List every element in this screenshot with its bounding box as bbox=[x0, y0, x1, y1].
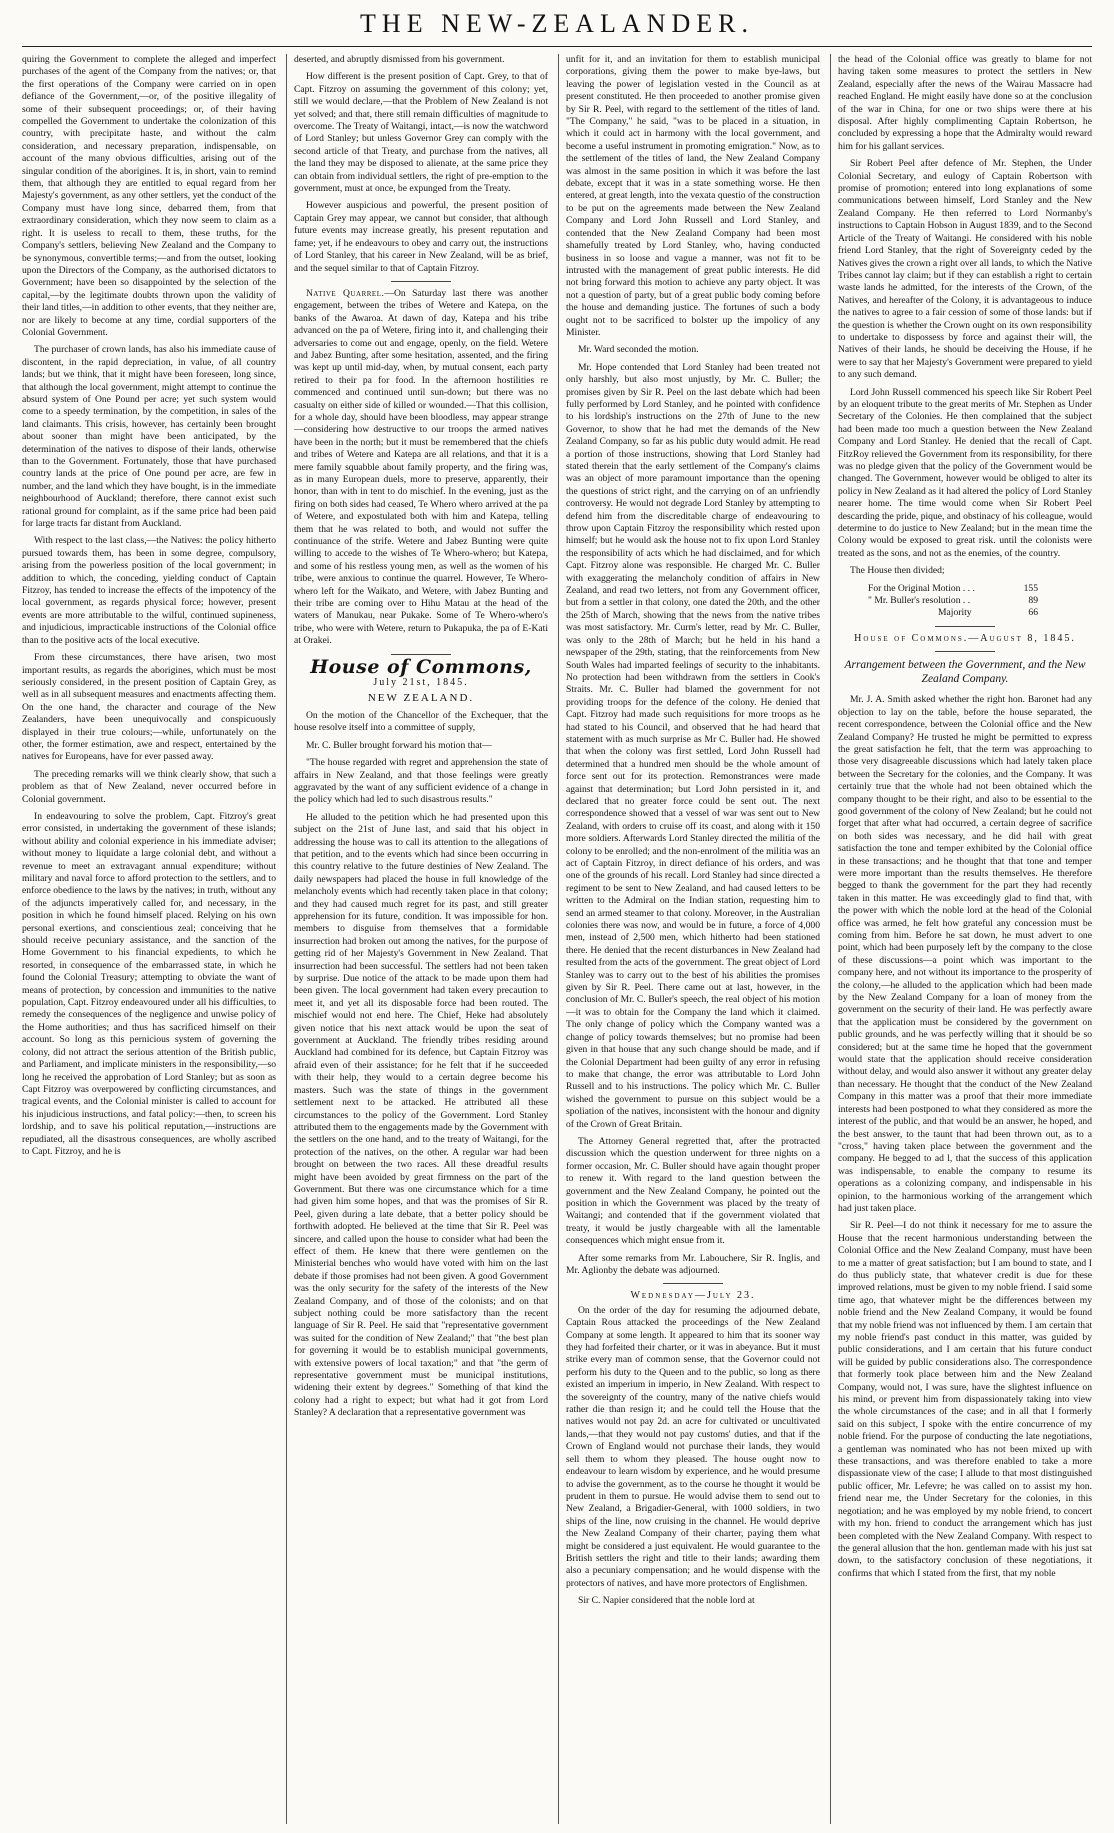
paragraph: the head of the Colonial office was greatly to blame for not having taken some measures to protect the settlers in New Zealand, especially after the news of the Wairau Massacre had reached England. He might easily have done so at the conclusion of the war in China, for one or two ships were there at his disposal. After highly complimenting Captain Robertson, he concluded by expressing a hope that the Admiralty would reward him for his gallant services. bbox=[838, 54, 1092, 152]
section-rule bbox=[935, 651, 995, 652]
paragraph: Mr. J. A. Smith asked whether the right hon. Baronet had any objection to lay on the table, before the house separated, the recent correspondence, between the Colonial office and the New Zealand Company? He trusted he might be permitted to express the great satisfaction he felt, that the term was approaching to those very disagreeable discussions which had lately taken place between the Secretary for the colonies, and the Company. It was certainly true that the whole had not been obtained which the company thought to be their right, and also to be essential to the good government of the colony of New Zealand; but he could not forget that after what had occurred, a certain degree of sacrifice on both sides was necessary, and he did hail with great satisfaction the tone and temper exhibited by the Colonial office in these transactions; and he thought that that tone and temper were more important than the results themselves. He therefore begged to thank the government for the part they had recently taken in this matter. He was exceedingly glad to find that, with the power with which the noble lord at the head of the Colonial office was armed, he felt how grateful any concession must be coming from him. Before he sat down, he must advert to one point, which had been purposely left by the company to the close of these discussions—a point which was important to the company here, and not without its importance to the prosperity of the colony,—he alluded to the application which had been made by the New Zealand Company for a loan of money from the government on the security of their land. He was perfectly aware that the application must be considered by the government on public grounds, and he was perfectly willing that it should be so considered; but at the same time he hoped that the government would state that the application should receive consideration without delay, and would also answer it without any greater delay than necessary. He thought that the conduct of the New Zealand Company in this matter was a proof that their more immediate interests had been postponed to what they considered as more the interest of the public, and that would be an answer, he hoped, and the best answer, to the taunt that had been thrown out, as to a "cross," having taken place between the government and the company. He begged to ad l, that the success of this application was indispensable, to enable the company to resume its operations as a colonizing company, and indispensable in his opinion, to the harmonious working of the arrangement which had just taken place. bbox=[838, 694, 1092, 1214]
date-line: Wednesday—July 23. bbox=[630, 1290, 756, 1302]
paragraph: Sir Robert Peel after defence of Mr. Stephen, the Under Colonial Secretary, and eulogy of Captain Robertson with promise of promotion; entered into long explanations of some communications between himself, Lord Stanley and the New Zealand Company. He then referred to Lord Normanby's instructions to Captain Hobson in August 1839, and to the Second Article of the Treaty of Waitangi. He considered with his noble friend Lord Stanley, that the right of Sovereignty ceded by the Natives gives the crown a right over all lands, to which the Native Tribes cannot lay claim; but if they can establish a right to certain waste lands he admitted, for the interests of the Crown, of the Natives, and hereafter of the Colony, it is advantageous to induce the natives to agree to a fair cession of some of those lands: but if the question is whether the Crown ought on its own responsibility to undertake to dispossess by force and against their will, the Natives of their lands, he should be deceiving the House, if he were to say that her Majesty's Government were prepared to yield to any such demand. bbox=[838, 158, 1092, 381]
column-4 bbox=[838, 54, 1092, 1824]
paragraph: Mr. Ward seconded the motion. bbox=[578, 344, 699, 356]
paragraph: He alluded to the petition which he had presented upon this subject on the 21st of June last, and said that his object in addressing the house was to call its attention to the allegations of that petition, and to the events which had since been occurring in this country relative to the future destinies of New Zealand. The daily newspapers had placed the house in full knowledge of the melancholy events which had recently taken place in that colony; and they had caused much regret for its past, and still greater apprehension for its future, condition. It was impossible for hon. members to disguise from themselves that a formidable insurrection had broken out among the natives, for the purpose of getting rid of her Majesty's Government in New Zealand. That insurrection had been successful. The settlers had not been taken by surprise. Due notice of the attack to be made upon them had been given. The local government had taken every precaution to meet it, and yet all its disposable force had been routed. The mischief would not end here. The Chief, Heke had absolutely given notice that his next attack would be upon the seat of government at Auckland. The friendly tribes residing around Auckland had combined for its defence, but Captain Fitzroy was afraid even of their assistance; for he felt that if he succeeded with their help, they would to a certain degree become his masters. Such was the state of things in the government settlement next to be attacked. He attributed all these circumstances to the policy of the Government. Lord Stanley attributed them to the engagements made by the Government with the settlers on the one hand, and to the treaty of Waitangi, for the protection of the natives, on the other. A regular war had been brought on between the two races. All these dreadful results might have been avoided by great firmness on the part of the Government. But there was one circumstance which for a time had given him some hopes, and that was the promises of Sir R. Peel, given during a late debate, that a better policy should be forthwith adopted. He believed at the time that Sir R. Peel was sincere, and called upon the house to consider what had been the effect of them. He knew that there were gentlemen on the Ministerial benches who would have voted with him on the last debate if those promises had not been given. A good Government was the only security for the safety of the interests of the New Zealand Company, and of those of the colonists; and on that subject nothing could be more satisfactory than the recent language of Sir R. Peel. He said that "representative government was suited for the condition of New Zealand;" that "the best plan for governing it would be to establish municipal governments, with extensive powers of local taxation;" and that "the germ of representative government must be municipal institutions, widening their extent by degrees." Something of that kind the colony had a right to expect; but what had it got from Lord Stanley? A declaration that a representative government was bbox=[294, 811, 548, 1419]
paragraph: The preceding remarks will we think clearly show, that such a problem as that of New Zealand, never occurred before in Colonial government. bbox=[22, 768, 276, 805]
paragraph: With respect to the last class,—the Natives: the policy hitherto pursued towards them, has been in some degree, compulsory, arising from the powerless position of the local government; in addition to which, the conceding, yielding conduct of Captain Fitzroy, has tended to increase the effects of the impotency of the local government, as regards physical force; however, present events are more attributable to the wilful, continued supineness, and injudicious, impracticable instructions of the Colonial office than to the positive acts of the local executive. bbox=[22, 535, 276, 646]
division-label: Majority bbox=[938, 607, 972, 619]
section-rule bbox=[391, 281, 451, 282]
quoted-motion: "The house regarded with regret and apprehension the state of affairs in New Zealand, and that those feelings were greatly aggravated by the want of any sufficient evidence of a change in the policy which had led to such disastrous results." bbox=[294, 757, 548, 806]
column-2 bbox=[294, 54, 548, 1824]
division-table bbox=[868, 583, 1092, 620]
section-rule bbox=[663, 1283, 723, 1284]
article-heading: Arrangement between the Government, and the New Zealand Company. bbox=[844, 659, 1086, 686]
column-3 bbox=[566, 54, 820, 1824]
section-rule bbox=[935, 626, 995, 627]
paragraph: Sir C. Napier considered that the noble lord at bbox=[578, 1595, 755, 1607]
newspaper-title: THE NEW-ZEALANDER. bbox=[360, 9, 754, 38]
paragraph: In endeavouring to solve the problem, Capt. Fitzroy's great error consisted, in undertaking the government of these islands; without ability and colonial experience in his immediate adviser; without money to liquidate a large colonial debt, and without a revenue to meet an extravagant annual expenditure; without military and naval force to afford protection to the settlers, and to enforce obedience to the laws by the natives; in truth, without any of the adjuncts imperatively called for, and necessary, in the position in which he found himself placed. Relying on his own personal exertions, and conscientious zeal; conceiving that he should receive pecuniary assistance, and the sanction of the Home Government to his financial expedients, to which he resorted, in consequence of the embarrassed state, in which he found the Colonial Treasury; attempting to obviate the want of means of protection, by concession and immunities to the native population, Capt. Fitzroy endeavoured under all his difficulties, to remedy the consequences of the negligence and unwise policy of the Home authorities; and thus has sacrificed himself on their account. So long as this pernicious system of governing the colony, did not attract the serious attention of the British public, and Parliament, and implicate ministers in the responsibility,—so long he received the approbation of Lord Stanley; but as soon as Capt Fitzroy was overpowered by conflicting circumstances, and tragical events, and the Colonial minister is called to account for his injudicious instructions, and fatal policy:—then, to screen his lordship, and to save his political reputation,—instructions are repudiated, all the disastrous consequences, are wholly ascribed to Capt. Fitzroy, and he is bbox=[22, 810, 276, 1157]
division-label: " Mr. Buller's resolution . . bbox=[868, 595, 971, 607]
section-rule bbox=[391, 654, 451, 655]
article-heading: Native Quarrel. bbox=[306, 287, 385, 299]
column-1 bbox=[22, 54, 276, 1824]
date-line: House of Commons.—August 8, 1845. bbox=[854, 632, 1076, 644]
paragraph: Mr. Hope contended that Lord Stanley had been treated not only harshly, but also most unjustly, by Mr. C. Buller; the promises given by Sir R. Peel on the last debate which had been fully performed by Lord Stanley, and he pointed with confidence to his lordship's instructions on the 27th of June to the new Governor, to show that he had met the demands of the New Zealand Company, so far as his public duty would admit. He read a portion of those instructions, showing that Lord Stanley had stated therein that the early settlement of the Company's claims was an object of more paramount importance than the opening the questions of strict right, and the carrying on of an unfriendly controversy. He would not degrade Lord Stanley by attempting to defend him from the discreditable charge of endeavouring to throw upon Captain Fitzroy the responsibility which rested upon himself; but he would ask the house not to fix upon Lord Stanley the responsibility of acts which he had disclaimed, and for which Capt. Fitzroy alone was responsible. He charged Mr. C. Buller with exaggerating the melancholy condition of affairs in New Zealand, and read two letters, not from any Government officer, but from a settler in that colony, one dated the 20th, and the other the 25th of March, showing that the news from the native tribes was most satisfactory. Mr. Curm's letter, read by Mr. C. Buller, was only to the 28th of March; but he held in his hand a newspaper of the 29th, stating, that the reinforcements from New South Wales had imparted feelings of security to the inhabitants. No protection had been withdrawn from the settlers in Cook's Straits. Mr. C. Buller had blamed the government for not providing troops for the defence of the colony. He denied that Capt. Fitzroy had made such requisitions for more troops as he had stated to his Council, and observed that he had heard that statement with as much surprise as Mr C. Buller had. He showed that when the colony was first settled, Lord John Russell had determined that a hundred men should be the whole amount of force sent out for its protection. Remonstrances were made against that determination; but Lord John persisted in it, and declared that no greater force could be sent out. The next correspondence showed that a vessel of war was sent out to New Zealand, with orders to cruise off its coast, and along with it 150 more soldiers. Afterwards Lord Stanley directed the militia of the colony to be enrolled; and the non-enrolment of the militia was an act of Captain Fitzroy, in direct defiance of his orders, and was one of the grounds of his recall. Lord Stanley had since directed a regiment to be sent to New Zealand, and had caused letters to be written to the Admiral on the Indian station, requesting him to send an armed steamer to that colony. Moreover, in the Australian colonies there was now, and would be in future, a force of 4,000 men, instead of 2,500 men, which hitherto had been stationed there. He denied that the recent disturbances in New Zealand had resulted from the acts of the government. The great object of Lord Stanley was to carry out to the best of his abilities the promises given by Sir R. Peel. There came out at last, however, in the conclusion of Mr. C. Buller's speech, the real object of his motion—it was to obtain for the Company the land which it claimed. The only change of policy which the Company wanted was a change of policy towards themselves; but no promise had been given in that house that any such change should be made, and if the Colonial Department had been guilty of any error in refusing to make that change, the error was attributable to Lord John Russell and to his instructions. The policy which Mr. C. Buller wished the government to pursue on this subject would be a spoliation of the natives, inconsistent with the honour and dignity of the Crown of Great Britain. bbox=[566, 361, 820, 1130]
paragraph: unfit for it, and an invitation for them to establish municipal corporations, giving them the power to make bye-laws, but leaving the power of legislation vested in the Council as at present constituted. He then proceeded to another promise given by Sir R. Peel, with regard to the settlement of the titles of land. "The Company," he said, "was to be placed in a situation, in which it could act in harmony with the local government, and become a useful instrument in promoting emigration." Now, as to the settlement of the titles of land, the New Zealand Company was almost in the same position in which it was before the last debate, except that it was in a state something worse. He then entered, at great length, into the vexata questio of the construction to be put on the agreements made between the New Zealand Company and Lord John Russell and Lord Stanley, and contended that the New Zealand Company had been most shamefully treated by Lord Stanley, who, having conducted business in so loose and vague a manner, was not fit to be intrusted with the management of great public interests. He did not bring forward this motion to achieve any party object. It was not a question of party, but of a great public body coming before the house and demanding justice. The fortunes of such a body ought not to be sacrificed to bolster up the impolicy of any Minister. bbox=[566, 54, 820, 338]
division-intro: The House then divided; bbox=[850, 565, 945, 577]
paragraph: Lord John Russell commenced his speech like Sir Robert Peel by an eloquent tribute to the great merits of Mr. Stephen as Under Secretary of the Colonies. He then complained that the subject had been made too much a question between the New Zealand Company and Lord Stanley. He denied that the recall of Capt. FitzRoy relieved the Government from its responsibility, for there was no pledge given that the policy of the Government would be changed. The Government, however would be obliged to alter its policy in New Zealand as it had altered the policy of Lord Stanley nearer home. The time would come when Sir Robert Peel descarding the pride, pique, and obstinacy of his colleague, would determine to do justice to New Zealand; but in the mean time the Colony would be exposed to great risk. until the colonists were treated as the sons, and not as the enemies, of the country. bbox=[838, 386, 1092, 559]
division-label: For the Original Motion . . . bbox=[868, 582, 975, 594]
division-value: 66 bbox=[1028, 607, 1038, 619]
paragraph: However auspicious and powerful, the present position of Captain Grey may appear, we cannot but consider, that although future events may increase greatly, his present reputation and fame; yet, if he endeavours to obey and carry out, the instructions of Lord Stanley, that his career in New Zealand, will be as brief, and the sequel similar to that of Captain Fitzroy. bbox=[294, 200, 548, 274]
paragraph: How different is the present position of Capt. Grey, to that of Capt. Fitzroy on assuming the government of this colony; yet, still we would declare,—that the Problem of New Zealand is not yet solved; and that, there still remain difficulties of magnitude to overcome. The Treaty of Waitangi, intact,—is now the watchword of Lord Stanley; but unless Governor Grey can comply with the second article of that Treaty, and purchase from the natives, all the land they may be disposed to alienate, at the same price they can obtain from individual settlers, the right of pre-emption to the government, must at once, be expunged from the Treaty. bbox=[294, 71, 548, 195]
article-body: —On Saturday last there was another engagement, between the tribes of Wetere and Katepa, on the banks of the Awaroa. At dawn of day, Katepa and his tribe advanced on the pa of Wetere, firing into it, and challenging their adversaries to come out and engage, openly, on the field. Wetere and Jabez Bunting, after some hesitation, assented, and the firing was kept up until mid-day, when, by mutual consent, each party retired to their pa for food. In the afternoon hostilities re commenced and continued until sun-down; but there was no casualty on either side of killed or wounded.—That this collision, for a whole day, should have been bloodless, may appear strange—considering how destructive to our troops the armed natives have been in the north; but it must be remembered that the chiefs and tribes of Wetere and Katepa are all relations, and that it is a mere family squabble about family property, and the firing was, as in many European duels, more to preserve, apparently, their honor, than with in tent to do mischief. In the evening, just as the firing on both sides had ceased, Te Whero whero arrived at the pa of Wetere, and expostulated both with him and Katepa, telling them that he was related to both, and would not suffer the continuance of the strife. Wetere and Jabez Bunting were quite willing to accede to the wishes of Te Whero-whero; but Katepa, and some of his restless young men, as well as the women of his tribe, were anxious to continue the quarrel. However, Te Whero-whero left for the Waikato, and Wetere, with Jabez Bunting and their tribe are coming over to Hihu Matau at the head of the waters of Manukau, near Pukake. Some of Te Whero-whero's tribe, who were with Wetere, return to Pukapuka, the pa of E-Kati at Orakei. bbox=[294, 287, 548, 647]
division-row bbox=[868, 583, 1038, 595]
subject-heading: NEW ZEALAND. bbox=[367, 691, 475, 704]
masthead bbox=[0, 0, 1114, 48]
division-value: 89 bbox=[1028, 595, 1038, 607]
paragraph: On the order of the day for resuming the adjourned debate, Captain Rous attacked the proceedings of the New Zealand Company at some length. It appeared to him that its sooner way they had forfeited their charter, or it was in abeyance. But it must strike every man of common sense, that the Governor could not perform his duty to the Queen and to the public, so long as there existed an imperium in imperio, in New Zealand. With respect to the sovereignty of the country, many of the native chiefs would rather die than resign it; and he could tell the House that the natives would not pay 2d. an acre for cultivated or uncultivated lands,—that they would not pay customs' duties, and that if the Crown of England would not purchase their lands, they would sell them to whom they pleased. The house ought now to endeavour to learn wisdom by experience, and he would presume to advise the government, as to the course he thought it would be prudent in them to pursue. He would advise them to send out to New Zealand, a Brigadier-General, with 1000 soldiers, in two ships of the line, now cruising in the channel. He would deprive the New Zealand Company of their charter, paying them what might be considered a just equivalent. He would guarantee to the British settlers the right and title to their lands; awarding them also a pecuniary compensation; and he would dispense with the protectors of natives, and have more protectors of Englishmen. bbox=[566, 1304, 820, 1589]
column-divider bbox=[286, 54, 287, 1824]
column-divider bbox=[830, 54, 831, 1824]
paragraph: Mr. C. Buller brought forward his motion that— bbox=[306, 739, 492, 751]
date-line: July 21st, 1845. bbox=[373, 677, 469, 689]
paragraph: The Attorney General regretted that, after the protracted discussion which the question underwent for three nights on a former occasion, Mr. C. Buller should have again thought proper to renew it. With regard to the land question between the government and the New Zealand Company, he pointed out the position in which the Government was placed by the treaty of Waitangi; and contended that if the government violated that treaty, it would be justly chargeable with all the lamentable consequences which might ensue from it. bbox=[566, 1135, 820, 1247]
paragraph: After some remarks from Mr. Labouchere, Sir R. Inglis, and Mr. Aglionby the debate was adjourned. bbox=[566, 1252, 820, 1276]
paragraph: quiring the Government to complete the alleged and imperfect purchases of the agent of the Company from the natives; or, that the first operations of the Company were carried on in open defiance of the Government,—or, of the positive illegality of some of their subsequent proceedings; or, of their having compelled the Government to undertake the colonization of this country, with precipitate haste, and without the calm consideration, and necessary preparation, indispensable, on account of the many obvious difficulties, arising out of the singular condition of the aborigines. It is, in short, vain to remind them, that although they are entitled to equal regard from her Majesty's government, as any other settlers, yet the conduct of the Company must have long since, debarred them, from that extraordinary consideration, which they now seem to claim as a right. It is useless to recall to them, these truths, for the Company's settlers, believing New Zealand and the Company to be synonymous, convertible terms;—and from the outset, looking upon the Directors of the Company, as the authorised dictators to Government; have been so disappointed by the selection of the capital,—by the legitimate doubts thrown upon the validity of their land titles,—in addition to other events, that they neither are, nor are likely to become at any time, cordial supporters of the Colonial Government. bbox=[22, 54, 276, 338]
paragraph: The purchaser of crown lands, has also his immediate cause of discontent, in the rapid depreciation, in value, of all country lands; but we think, that it might have been foreseen, long since, that although the local government, might attempt to continue the absurd system of One Pound per acre; yet such system would come to a speedy termination, by the competition, in sales of the land claimants. This crisis, however, has certainly been brought about sooner than might have been anticipated, by the determination of the natives to dispose of their lands, otherwise than to the Government. Fortunately, those that have purchased country lands at the price of One pound per acre, are few in number, and the land which they have bought, is in the immediate neighbourhood of Auckland; therefore, there cannot exist such rational ground for complaint, as if the same price had been paid for large tracts far distant from Auckland. bbox=[22, 344, 276, 530]
division-majority bbox=[938, 607, 1038, 619]
division-row bbox=[868, 595, 1038, 607]
paragraph: Sir R. Peel—I do not think it necessary for me to assure the House that the recent harmonious understanding between the Colonial Office and the New Zealand Company, must have been to me a matter of great satisfaction; but I am bound to state, and I do thus publicly state, that whatever credit is due for these improved relations, must be given to my noble friend. I said some time ago, that whatever might be the differences between my noble friend and the New Zealand Company, it would be found that my noble friend was not influenced by them. I am certain that my noble friend's past conduct in this matter, was guided by public considerations, and I am certain that his future conduct will be guided by public considerations also. The correspondence that formerly took place between him and the New Zealand Company, would not, I was sure, have the slightest influence on his mind, or prevent him from dispassionately taking into view the whole circumstances of the case; and in all that I formerly said on this subject, I spoke with the entire concurrence of my noble friend. For the purpose of conducting the late negotiations, a gentleman was nominated who has not been mixed up with these transactions, and was therefore enabled to take a more dispassionate view of the case; I allude to that most distinguished public officer, Mr. Lefevre; he was called on to assist my hon. friend near me, the Under Secretary for the colonies, in this negotiation; and he was employed by my noble friend, to concert with my hon. friend to conduct the arrangement which has just been completed with the New Zealand Company. With respect to the general allusion that the hon. gentleman made with his just sat down, to the satisfactory conclusion of these negotiations, it confirms that which I stated from the first, that my noble bbox=[838, 1220, 1092, 1579]
masthead-rule bbox=[22, 46, 1092, 47]
paragraph: deserted, and abruptly dismissed from his government. bbox=[294, 54, 505, 65]
section-heading: House of Commons, bbox=[310, 655, 532, 678]
division-value: 155 bbox=[1023, 582, 1038, 594]
paragraph: On the motion of the Chancellor of the Exchequer, that the house resolve itself into a committee of supply, bbox=[294, 709, 548, 734]
column-divider bbox=[558, 54, 559, 1824]
native-quarrel-article bbox=[294, 288, 548, 648]
paragraph: From these circumstances, there have arisen, two most important results, as regards the aborigines, which must be most seriously considered, in the present position of Captain Grey, as well as in all subsequent measures and enactments affecting them. On the one hand, the character and courage of the New Zealanders, have been unequivocally and conspicuously displayed in their true colours;—while, unfortunately on the other, the former estimation, awe and respect, entertained by the natives for Europeans, have for ever passed away. bbox=[22, 652, 276, 763]
